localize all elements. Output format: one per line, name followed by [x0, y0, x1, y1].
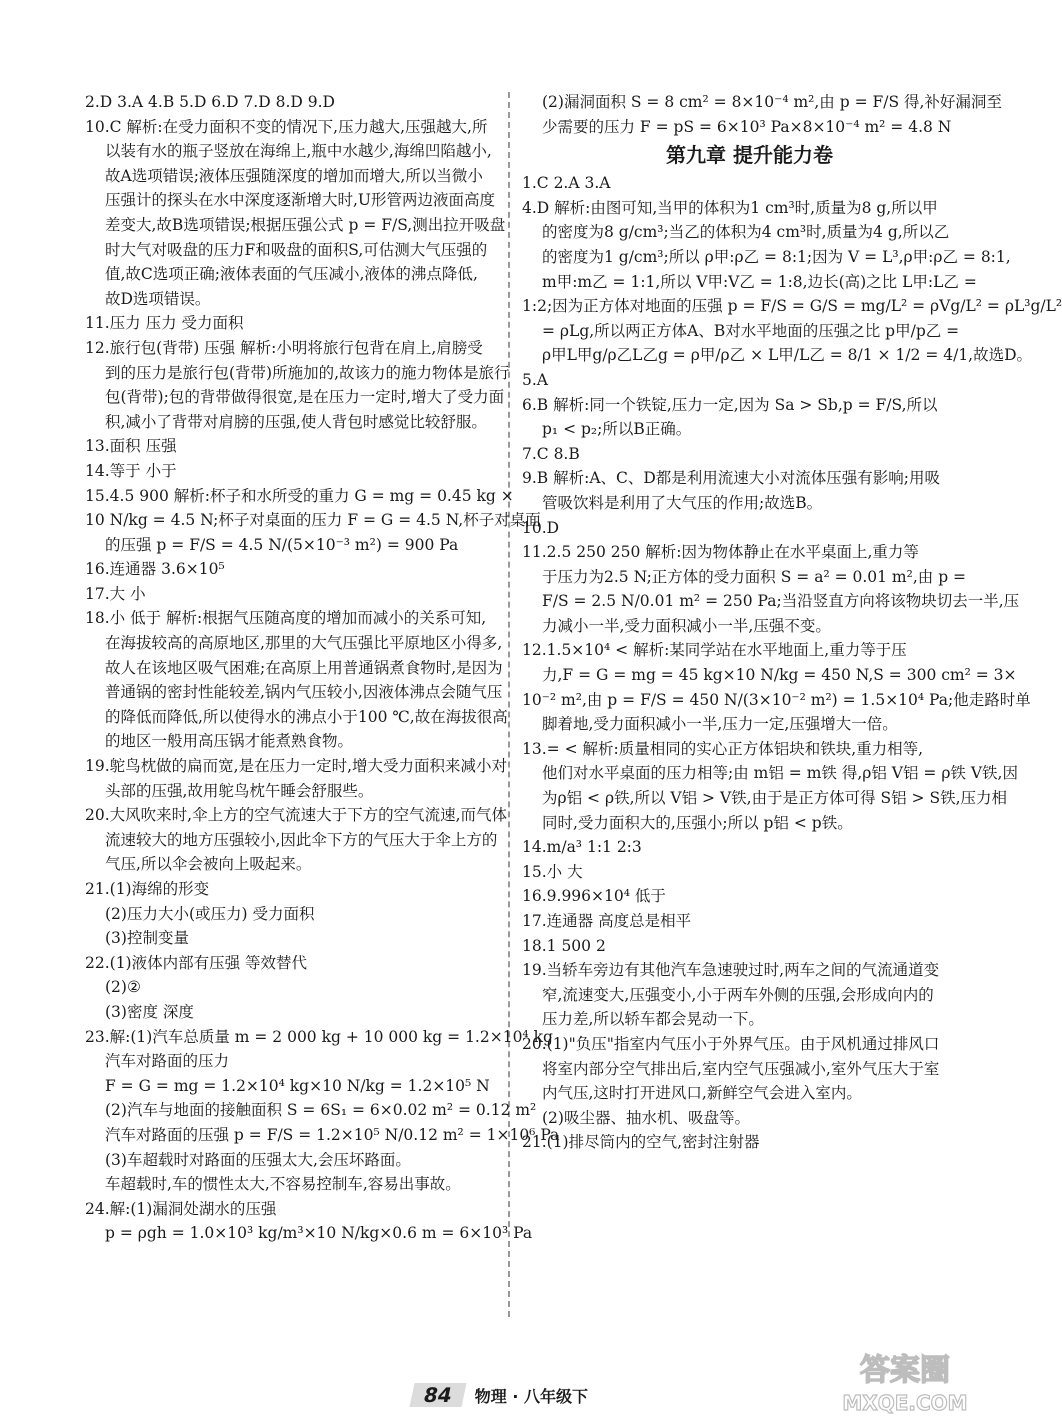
text-line: 故人在该地区吸气困难;在高原上用普通锅煮食物时,是因为	[105, 658, 503, 677]
text-line: 13.= < 解析:质量相同的实心正方体铝块和铁块,重力相等,	[522, 739, 924, 758]
text-line: 9.B 解析:A、C、D都是利用流速大小对流体压强有影响;用吸	[522, 469, 941, 488]
text-line: 24.解:(1)漏洞处湖水的压强	[85, 1199, 277, 1218]
text-line: 头部的压强,故用鸵鸟枕午睡会舒服些。	[105, 781, 374, 800]
text-line: 于压力为2.5 N;正方体的受力面积 S = a² = 0.01 m²,由 p =	[542, 567, 967, 586]
text-line: 在海拔较高的高原地区,那里的大气压强比平原地区小得多,	[105, 634, 503, 653]
text-line: 差变大,故B选项错误;根据压强公式 p = F/S,测出拉开吸盘	[105, 215, 506, 234]
text-line: 的压强 p = F/S = 4.5 N/(5×10⁻³ m²) = 900 Pa	[105, 535, 459, 554]
text-line: 的降低而降低,所以使得水的沸点小于100 ℃,故在海拔很高	[105, 707, 508, 726]
text-line: 15.小 大	[522, 862, 583, 881]
text-line: (2)汽车与地面的接触面积 S = 6S₁ = 6×0.02 m² = 0.12 m²	[105, 1101, 537, 1120]
text-line: 积,减小了背带对肩膀的压强,使人背包时感觉比较舒服。	[105, 412, 487, 431]
text-line: = ρLg,所以两正方体A、B对水平地面的压强之比 p甲/p乙 =	[542, 321, 960, 340]
text-line: 10.D	[522, 518, 560, 537]
text-line: 内气压,这时打开进风口,新鲜空气会进入室内。	[542, 1084, 862, 1103]
text-line: 为ρ铝 < ρ铁,所以 V铝 > V铁,由于是正方体可得 S铝 > S铁,压力相	[542, 789, 1008, 808]
text-line: 的密度为8 g/cm³;当乙的体积为4 cm³时,质量为4 g,所以乙	[542, 223, 950, 242]
text-line: 脚着地,受力面积减小一半,压力一定,压强增大一倍。	[542, 715, 898, 734]
text-line: 19.当轿车旁边有其他汽车急速驶过时,两车之间的气流通道变	[522, 961, 940, 980]
text-line: 17.大 小	[85, 584, 146, 603]
text-line: 车超载时,车的惯性太大,不容易控制车,容易出事故。	[105, 1175, 461, 1194]
text-line: 流速较大的地方压强较小,因此伞下方的气压大于伞上方的	[105, 830, 498, 849]
text-line: ρ甲L甲g/ρ乙L乙g = ρ甲/ρ乙 × L甲/L乙 = 8/1 × 1/2 = 4/1,故选D。	[542, 346, 1033, 365]
text-line: 21.(1)海绵的形变	[85, 880, 210, 898]
text-line: (2)②	[105, 978, 141, 997]
text-line: 汽车对路面的压力	[105, 1052, 230, 1071]
text-line: 1.C 2.A 3.A	[522, 174, 611, 193]
text-line: 故D选项错误。	[105, 289, 211, 308]
text-line: 汽车对路面的压强 p = F/S = 1.2×10⁵ N/0.12 m² = 1×10⁶ Pa	[105, 1125, 560, 1144]
text-line: (2)漏洞面积 S = 8 cm² = 8×10⁻⁴ m²,由 p = F/S 得,补好漏洞至	[542, 93, 1002, 111]
text-line: 他们对水平桌面的压力相等;由 m铝 = m铁 得,ρ铝 V铝 = ρ铁 V铁,因	[542, 764, 1018, 783]
text-line: 22.(1)液体内部有压强 等效替代	[85, 953, 308, 972]
text-line: 19.鸵鸟枕做的扁而宽,是在压力一定时,增大受力面积来减小对	[85, 757, 508, 776]
subject-label: 物理 · 八年级下	[474, 1387, 588, 1406]
text-line: 12.旅行包(背带) 压强 解析:小明将旅行包背在肩上,肩膀受	[85, 338, 483, 357]
text-line: (3)控制变量	[105, 929, 189, 948]
text-line: 21.(1)排尽筒内的空气,密封注射器	[522, 1133, 760, 1152]
text-line: 16.9.996×10⁴ 低于	[522, 887, 666, 906]
text-line: 的地区一般用高压锅才能煮熟食物。	[105, 732, 354, 751]
text-line: 11.压力 压力 受力面积	[85, 314, 244, 333]
text-line: 13.面积 压强	[85, 437, 177, 456]
watermark-logo	[820, 1340, 990, 1420]
text-line: 17.连通器 高度总是相平	[522, 912, 692, 930]
text-line: p₁ < p₂;所以B正确。	[542, 420, 692, 439]
text-line: 18.小 低于 解析:根据气压随高度的增加而减小的关系可知,	[85, 609, 487, 628]
text-line: 11.2.5 250 250 解析:因为物体静止在水平桌面上,重力等	[522, 543, 919, 562]
text-line: 10⁻² m²,由 p = F/S = 450 N/(3×10⁻² m²) = 1.5×10⁴ Pa;他走路时单	[522, 690, 1031, 709]
right-column	[522, 90, 1062, 1155]
text-line: 值,故C选项正确;液体表面的气压减小,液体的沸点降低,	[105, 265, 478, 284]
text-line: 10.C 解析:在受力面积不变的情况下,压力越大,压强越大,所	[85, 117, 488, 136]
text-line: (3)车超载时对路面的压强太大,会压坏路面。	[105, 1150, 411, 1169]
chapter-title: 第九章 提升能力卷	[666, 143, 833, 168]
text-line: 同时,受力面积大的,压强小;所以 p铝 < p铁。	[542, 813, 853, 832]
text-line: 18.1 500 2	[522, 936, 606, 955]
text-line: (3)密度 深度	[105, 1002, 194, 1021]
text-line: 10 N/kg = 4.5 N;杯子对桌面的压力 F = G = 4.5 N,杯子对桌面	[85, 511, 541, 530]
text-line: 的密度为1 g/cm³;所以 ρ甲:ρ乙 = 8:1;因为 V = L³,ρ甲:ρ乙 = 8:1,	[542, 247, 1011, 266]
text-line: 20.大风吹来时,伞上方的空气流速大于下方的空气流速,而气体	[85, 806, 508, 825]
text-line: 压力差,所以轿车都会晃动一下。	[542, 1010, 764, 1029]
text-line: 23.解:(1)汽车总质量 m = 2 000 kg + 10 000 kg = 1.2×10⁴ kg	[85, 1027, 553, 1046]
text-line: 普通锅的密封性能较差,锅内气压较小,因液体沸点会随气压	[105, 683, 503, 702]
watermark-line1: 答案圈	[860, 1353, 950, 1388]
text-line: 14.等于 小于	[85, 461, 177, 480]
text-line: 故A选项错误;液体压强随深度的增加而增大,所以当微小	[105, 166, 483, 185]
text-line: 少需要的压力 F = pS = 6×10³ Pa×8×10⁻⁴ m² = 4.8 N	[542, 117, 952, 136]
text-line: m甲:m乙 = 1:1,所以 V甲:V乙 = 1:8,边长(高)之比 L甲:L乙 =	[542, 272, 977, 291]
text-line: 力,F = G = mg = 45 kg×10 N/kg = 450 N,S = 300 cm² = 3×	[542, 666, 1017, 685]
right-main-block	[522, 171, 1062, 1155]
text-line: 时大气对吸盘的压力F和吸盘的面积S,可估测大气压强的	[105, 240, 488, 259]
text-line: 20.(1)"负压"指室内气压小于外界气压。由于风机通过排风口	[522, 1034, 940, 1053]
text-line: 管吸饮料是利用了大气压的作用;故选B。	[542, 493, 823, 512]
text-line: (2)吸尘器、抽水机、吸盘等。	[542, 1108, 750, 1127]
text-line: 压强计的探头在水中深度逐渐增大时,U形管两边液面高度	[105, 191, 495, 210]
text-line: 5.A	[522, 370, 548, 389]
text-line: 到的压力是旅行包(背带)所施加的,故该力的施力物体是旅行	[105, 363, 510, 382]
text-line: F = G = mg = 1.2×10⁴ kg×10 N/kg = 1.2×10⁵ N	[105, 1076, 490, 1095]
text-line: (2)压力大小(或压力) 受力面积	[105, 904, 315, 923]
right-top-block	[522, 90, 1002, 139]
text-line: 2.D 3.A 4.B 5.D 6.D 7.D 8.D 9.D	[85, 93, 335, 111]
text-line: 16.连通器 3.6×10⁵	[85, 560, 225, 579]
text-line: 12.1.5×10⁴ < 解析:某同学站在水平地面上,重力等于压	[522, 641, 907, 660]
text-line: 14.m/a³ 1:1 2:3	[522, 838, 642, 857]
text-line: 15.4.5 900 解析:杯子和水所受的重力 G = mg = 0.45 kg ×	[85, 486, 514, 505]
page-number: 84	[409, 1383, 466, 1407]
watermark-line2: MXQE.COM	[842, 1391, 968, 1415]
text-line: 1:2;因为正方体对地面的压强 p = F/S = G/S = mg/L² = ρVg/L² = ρL³g/L²	[522, 297, 1062, 316]
text-line: 6.B 解析:同一个铁锭,压力一定,因为 Sa > Sb,p = F/S,所以	[522, 395, 938, 414]
text-line: 将室内部分空气排出后,室内空气压强减小,室外气压大于室	[542, 1059, 940, 1078]
text-line: 4.D 解析:由图可知,当甲的体积为1 cm³时,质量为8 g,所以甲	[522, 198, 938, 217]
text-line: 气压,所以伞会被向上吸起来。	[105, 855, 312, 874]
text-line: 力减小一半,受力面积减小一半,压强不变。	[542, 616, 831, 635]
text-line: 以装有水的瓶子竖放在海绵上,瓶中水越少,海绵凹陷越小,	[105, 142, 492, 161]
text-line: F/S = 2.5 N/0.01 m² = 250 Pa;当沿竖直方向将该物块切去一半,压	[542, 592, 1020, 611]
text-line: p = ρgh = 1.0×10³ kg/m³×10 N/kg×0.6 m = 6×10³ Pa	[105, 1224, 533, 1243]
text-line: 7.C 8.B	[522, 444, 580, 463]
text-line: 包(背带);包的背带做得很宽,是在压力一定时,增大了受力面	[105, 388, 505, 407]
text-line: 窄,流速变大,压强变小,小于两车外侧的压强,会形成向内的	[542, 985, 934, 1004]
